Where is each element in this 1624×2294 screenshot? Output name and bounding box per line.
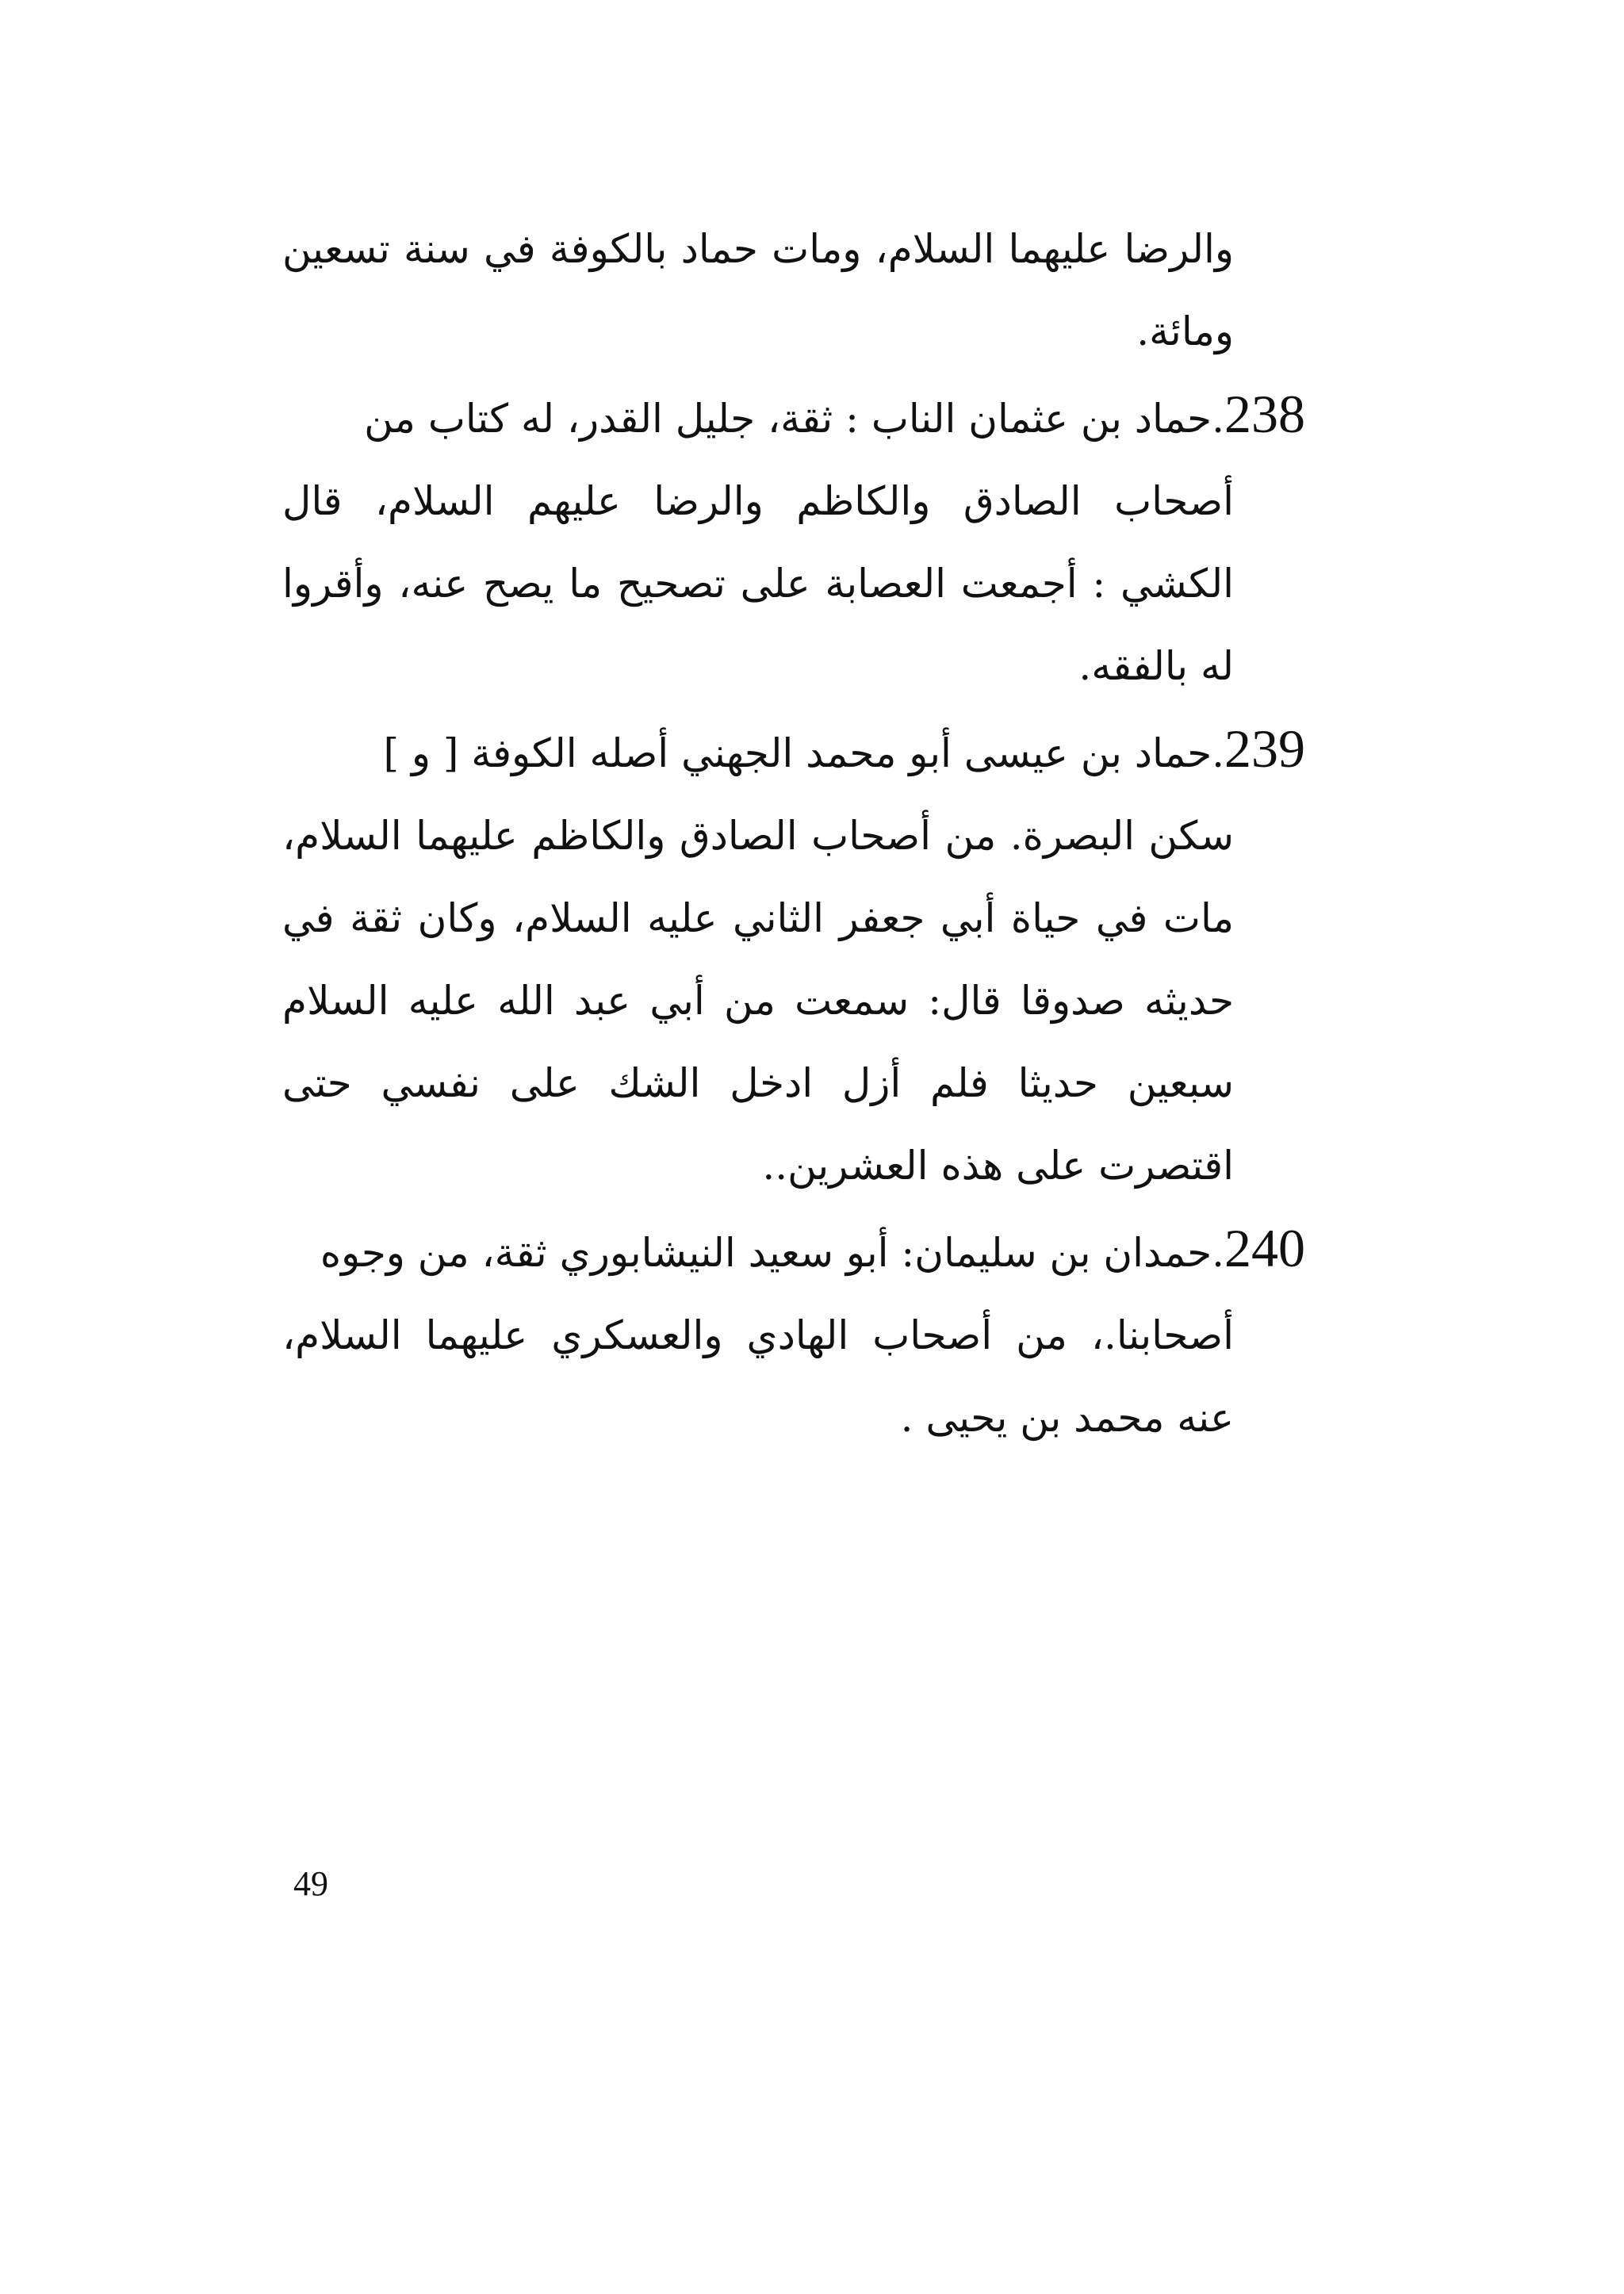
entry-body: أصحاب الصادق والكاظم والرضا عليهم السلام، قال الكشي : أجمعت العصابة على تصحيح ما يصح عنه، وأقروا له بالفقه.	[282, 478, 1234, 689]
entry-body: أصحابنا.، من أصحاب الهادي والعسكري عليهما السلام، عنه محمد بن يحيى .	[282, 1312, 1234, 1441]
page-body-text	[282, 208, 1305, 1459]
entry-first-line	[282, 373, 1305, 460]
entry-first-line-text: .حماد بن عيسى أبو محمد الجهني أصله الكوفة [ و ]	[383, 730, 1224, 776]
entry-number: 238	[1224, 384, 1305, 444]
entry-238	[282, 373, 1305, 707]
entry-239	[282, 707, 1305, 1207]
continuation-paragraph: والرضا عليهما السلام، ومات حماد بالكوفة في سنة تسعين ومائة.	[282, 226, 1234, 354]
entry-number: 239	[1224, 718, 1305, 779]
entry-first-line	[282, 707, 1305, 795]
entry-first-line	[282, 1207, 1305, 1294]
page-number: 49	[293, 1864, 328, 1903]
entry-240	[282, 1207, 1305, 1459]
entry-number: 240	[1224, 1218, 1305, 1278]
entry-first-line-text: .حمدان بن سليمان: أبو سعيد النيشابوري ثقة، من وجوه	[320, 1230, 1224, 1276]
entry-body: سكن البصرة. من أصحاب الصادق والكاظم عليهما السلام، مات في حياة أبي جعفر الثاني عليه السلام، وكان ثقة في حديثه صدوقا قال: سمعت من أبي عبد الله عليه السلام سبعين حديثا فلم أزل ادخل الشك على نفسي حتى اقتصرت على هذه العشرين..	[282, 813, 1234, 1189]
entry-first-line-text: .حماد بن عثمان الناب : ثقة، جليل القدر، له كتاب من	[364, 396, 1224, 442]
